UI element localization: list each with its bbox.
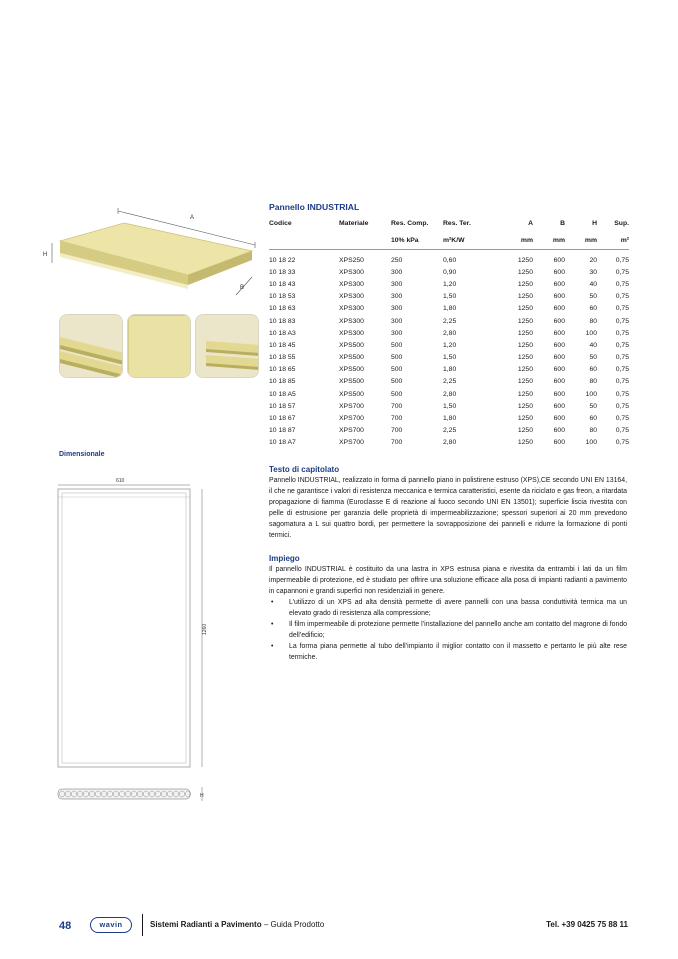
table-cell: 300 — [391, 280, 403, 288]
wavin-logo: wavin — [90, 917, 132, 933]
table-cell: 2,80 — [443, 329, 457, 337]
table-cell: 2,80 — [443, 439, 457, 447]
header-res-comp: Res. Comp. — [391, 220, 429, 227]
table-cell: 2,25 — [443, 317, 457, 325]
table-cell: 1250 — [517, 390, 533, 398]
table-cell: 1250 — [517, 402, 533, 410]
table-cell: 100 — [585, 439, 597, 447]
table-cell: 1250 — [517, 427, 533, 435]
table-cell: XPS300 — [339, 305, 364, 313]
table-row — [269, 339, 629, 351]
table-row — [269, 327, 629, 339]
table-cell: 40 — [589, 280, 597, 288]
table-cell: XPS300 — [339, 280, 364, 288]
table-cell: 2,80 — [443, 390, 457, 398]
table-cell: XPS500 — [339, 366, 364, 374]
table-cell: 600 — [553, 354, 565, 362]
table-cell: 10 18 A3 — [269, 329, 296, 337]
table-cell: XPS300 — [339, 268, 364, 276]
table-cell: 0,75 — [615, 427, 629, 435]
table-cell: 10 18 A7 — [269, 439, 296, 447]
header-b: B — [560, 220, 565, 227]
table-cell: 600 — [553, 402, 565, 410]
table-cell: 0,75 — [615, 366, 629, 374]
header-h: H — [592, 220, 597, 227]
table-cell: 60 — [589, 415, 597, 423]
footer-title-rest: – Guida Prodotto — [261, 920, 325, 929]
table-row — [269, 364, 629, 376]
table-cell: 600 — [553, 415, 565, 423]
table-cell: 1250 — [517, 268, 533, 276]
table-cell: 600 — [553, 305, 565, 313]
table-cell: XPS250 — [339, 256, 364, 264]
spec-body: Pannello INDUSTRIAL, realizzato in forma di pannello piano in polistirene estruso (XPS),CE secondo UNI EN 13164, il che ne garantisce i valori di resistenza meccanica e termica caratteristici, esente da riciclato e gas freon, a ritardata propagazione di fiamma (Euroclasse E di reazione al fuoco secondo UNI EN 13501); superficie liscia rivestita con pelle di estrusione per garanzia delle proprietà di impermeabilizzazione; spessori superiori ai 20 mm prevedono sagomatura a L sui quattro bordi, per permettere la sovrapposizione dei pannelli e ridurre la formazione di ponti termici. — [269, 477, 627, 539]
table-cell: 600 — [553, 439, 565, 447]
table-cell: 1250 — [517, 415, 533, 423]
table-cell: 300 — [391, 305, 403, 313]
panel-edge-thumbnail-2 — [195, 314, 259, 378]
product-table — [269, 218, 629, 449]
table-header-row — [269, 218, 629, 229]
table-cell: 0,75 — [615, 280, 629, 288]
dim-h-label: H — [43, 252, 48, 258]
table-cell: 30 — [589, 268, 597, 276]
table-cell: XPS500 — [339, 378, 364, 386]
table-cell: 10 18 53 — [269, 293, 296, 301]
table-cell: 0,75 — [615, 256, 629, 264]
unit-cell: mm — [565, 229, 597, 249]
table-cell: 700 — [391, 402, 403, 410]
table-cell: 40 — [589, 341, 597, 349]
unit-cell — [269, 229, 339, 249]
panel-hero-image — [40, 205, 262, 305]
table-row — [269, 425, 629, 437]
table-cell: 10 18 67 — [269, 415, 296, 423]
table-cell: 10 18 57 — [269, 402, 296, 410]
table-cell: 1,80 — [443, 305, 457, 313]
table-cell: 300 — [391, 293, 403, 301]
table-cell: 600 — [553, 427, 565, 435]
table-cell: XPS700 — [339, 439, 364, 447]
table-cell: 1250 — [517, 256, 533, 264]
usage-body: Il pannello INDUSTRIAL è costituito da una lastra in XPS estrusa piana e rivestita da entrambi i lati da un film impermeabile di protezione, ed è studiato per offrire una soluzione efficace alla posa di impianti radianti a pavimento in capannoni e grandi superfici non residenziali in genere. — [269, 566, 627, 595]
usage-bullet-list — [269, 597, 627, 663]
table-cell: 700 — [391, 415, 403, 423]
table-cell: 80 — [589, 317, 597, 325]
panel-surface-thumbnail — [127, 314, 191, 378]
table-cell: 0,90 — [443, 268, 457, 276]
spec-heading: Testo di capitolato — [269, 465, 340, 474]
table-cell: 10 18 A5 — [269, 390, 296, 398]
unit-cell: 10% kPa — [391, 229, 443, 249]
table-cell: 1250 — [517, 341, 533, 349]
table-cell: 80 — [589, 378, 597, 386]
table-cell: 10 18 65 — [269, 366, 296, 374]
table-cell: 10 18 22 — [269, 256, 296, 264]
table-cell: 1250 — [517, 354, 533, 362]
table-cell: 2,25 — [443, 378, 457, 386]
dim-height-label: 1260 — [202, 623, 208, 635]
table-cell: 10 18 85 — [269, 378, 296, 386]
dim-b-label: B — [240, 285, 245, 291]
table-row — [269, 254, 629, 266]
table-cell: 10 18 33 — [269, 268, 296, 276]
header-codice: Codice — [269, 220, 292, 227]
table-cell: 600 — [553, 268, 565, 276]
unit-cell: mm — [509, 229, 533, 249]
dim-thickness-label: H — [200, 793, 204, 799]
usage-bullet: • L’utilizzo di un XPS ad alta densità permette di avere pannelli con una bassa conduttività termica ma un elevato grado di resistenza alla compressione; — [269, 597, 627, 619]
table-cell: 600 — [553, 256, 565, 264]
dim-width-label: 610 — [116, 478, 125, 484]
table-cell: 500 — [391, 354, 403, 362]
table-cell: XPS500 — [339, 390, 364, 398]
table-cell: 700 — [391, 427, 403, 435]
table-row — [269, 266, 629, 278]
unit-cell: mm — [533, 229, 565, 249]
table-cell: 600 — [553, 366, 565, 374]
table-cell: 1,80 — [443, 366, 457, 374]
table-cell: 300 — [391, 268, 403, 276]
table-cell: 10 18 63 — [269, 305, 296, 313]
table-cell: 0,75 — [615, 415, 629, 423]
table-cell: 0,75 — [615, 317, 629, 325]
table-cell: 10 18 87 — [269, 427, 296, 435]
panel-edge-thumbnail-1 — [59, 314, 123, 378]
table-cell: 1250 — [517, 317, 533, 325]
table-cell: 600 — [553, 341, 565, 349]
table-cell: 2,25 — [443, 427, 457, 435]
table-row — [269, 278, 629, 290]
table-cell: 0,75 — [615, 354, 629, 362]
usage-bullet: • La forma piana permette al tubo dell’impianto il miglior contatto con il massetto e pertanto le più alte rese termiche. — [269, 641, 627, 663]
footer-title-bold: Sistemi Radianti a Pavimento — [150, 920, 262, 929]
table-cell: 60 — [589, 366, 597, 374]
table-cell: 50 — [589, 293, 597, 301]
table-units-row — [269, 229, 629, 249]
dimensional-drawing — [50, 475, 220, 805]
unit-cell: m²K/W — [443, 229, 509, 249]
table-cell: XPS300 — [339, 329, 364, 337]
table-cell: 1250 — [517, 439, 533, 447]
table-cell: 0,75 — [615, 268, 629, 276]
unit-cell — [339, 229, 391, 249]
table-row — [269, 388, 629, 400]
table-cell: 0,75 — [615, 378, 629, 386]
table-cell: XPS300 — [339, 317, 364, 325]
footer-title — [150, 920, 324, 929]
footer-phone: Tel. +39 0425 75 88 11 — [546, 920, 628, 929]
table-cell: XPS300 — [339, 293, 364, 301]
table-cell: 600 — [553, 329, 565, 337]
table-row — [269, 412, 629, 424]
table-cell: 1250 — [517, 280, 533, 288]
table-cell: 1250 — [517, 366, 533, 374]
table-cell: 1250 — [517, 378, 533, 386]
table-cell: 50 — [589, 402, 597, 410]
page-number: 48 — [59, 920, 72, 932]
table-cell: 500 — [391, 366, 403, 374]
table-cell: XPS500 — [339, 354, 364, 362]
table-body — [269, 254, 629, 449]
table-cell: 0,60 — [443, 256, 457, 264]
table-cell: 600 — [553, 293, 565, 301]
dimensional-label: Dimensionale — [59, 451, 105, 458]
table-row — [269, 400, 629, 412]
table-cell: 10 18 83 — [269, 317, 296, 325]
header-materiale: Materiale — [339, 220, 369, 227]
table-cell: 600 — [553, 280, 565, 288]
table-cell: 0,75 — [615, 305, 629, 313]
table-cell: 80 — [589, 427, 597, 435]
usage-heading: Impiego — [269, 554, 300, 563]
header-res-ter: Res. Ter. — [443, 220, 471, 227]
table-row — [269, 315, 629, 327]
table-cell: 10 18 55 — [269, 354, 296, 362]
table-cell: 1,50 — [443, 293, 457, 301]
table-cell: 700 — [391, 439, 403, 447]
table-cell: XPS700 — [339, 415, 364, 423]
header-a: A — [528, 220, 533, 227]
table-cell: 1250 — [517, 305, 533, 313]
table-cell: 1,50 — [443, 354, 457, 362]
table-cell: 600 — [553, 378, 565, 386]
table-row — [269, 291, 629, 303]
table-cell: XPS500 — [339, 341, 364, 349]
table-cell: 600 — [553, 390, 565, 398]
table-cell: 1,20 — [443, 341, 457, 349]
footer-divider — [142, 914, 143, 936]
table-cell: 600 — [553, 317, 565, 325]
table-cell: 100 — [585, 390, 597, 398]
table-cell: 500 — [391, 341, 403, 349]
table-cell: 60 — [589, 305, 597, 313]
table-cell: 10 18 43 — [269, 280, 296, 288]
unit-cell: m² — [597, 229, 629, 249]
table-cell: 500 — [391, 378, 403, 386]
table-cell: XPS700 — [339, 427, 364, 435]
table-cell: 0,75 — [615, 439, 629, 447]
table-row — [269, 376, 629, 388]
table-cell: 1250 — [517, 329, 533, 337]
table-cell: 0,75 — [615, 402, 629, 410]
table-row — [269, 352, 629, 364]
dim-a-label: A — [190, 215, 195, 221]
header-sup: Sup. — [614, 220, 629, 227]
table-cell: 10 18 45 — [269, 341, 296, 349]
table-cell: 50 — [589, 354, 597, 362]
table-cell: 20 — [589, 256, 597, 264]
table-row — [269, 303, 629, 315]
table-cell: 1,80 — [443, 415, 457, 423]
table-cell: 300 — [391, 329, 403, 337]
table-cell: 1250 — [517, 293, 533, 301]
product-title: Pannello INDUSTRIAL — [269, 202, 360, 212]
table-cell: 0,75 — [615, 329, 629, 337]
table-cell: 0,75 — [615, 390, 629, 398]
table-cell: XPS700 — [339, 402, 364, 410]
table-cell: 0,75 — [615, 293, 629, 301]
table-cell: 1,20 — [443, 280, 457, 288]
table-cell: 1,50 — [443, 402, 457, 410]
table-row — [269, 437, 629, 449]
table-cell: 300 — [391, 317, 403, 325]
table-cell: 250 — [391, 256, 403, 264]
table-cell: 0,75 — [615, 341, 629, 349]
table-cell: 100 — [585, 329, 597, 337]
table-cell: 500 — [391, 390, 403, 398]
usage-bullet: • Il film impermeabile di protezione permette l’installazione del pannello anche am contatto del magrone di fondo dell’edificio; — [269, 619, 627, 641]
